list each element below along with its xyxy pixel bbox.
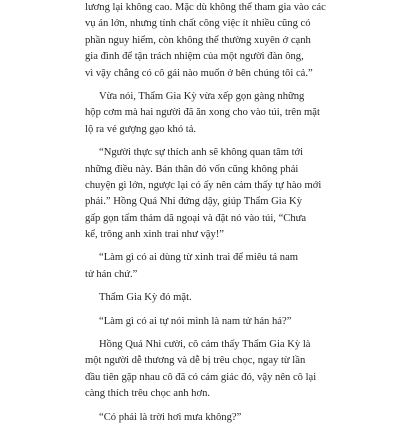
text-column	[85, 0, 326, 426]
text-line: càng thích trêu chọc anh hơn.	[85, 388, 211, 400]
paragraph-gap	[85, 82, 323, 89]
paragraph	[85, 145, 323, 243]
paragraph	[85, 0, 326, 82]
paragraph	[85, 290, 323, 306]
paragraph-gap	[85, 243, 323, 250]
paragraph-gap	[85, 330, 323, 337]
text-line: Vừa nói, Thẩm Gia Kỳ vừa xếp gọn gàng những	[99, 90, 305, 102]
paragraph-gap	[85, 403, 323, 410]
text-line: Hồng Quả Nhi cười, cô cảm thấy Thẩm Gia Kỳ là	[99, 339, 311, 351]
text-line: gia đình để tận trách nhiệm của một người đàn ông,	[85, 51, 304, 63]
text-line: chuyện gì lớn, ngược lại có ấy nên cảm thấy tự hào mới	[85, 179, 322, 191]
text-line: kể, trông anh xinh trai như vậy!”	[85, 229, 225, 241]
text-line: đầu tiên gặp nhau cô đã có cảm giác đó, vậy nên cô lại	[85, 371, 317, 383]
text-line: “Người thực sự thích anh sẽ không quan tâm tới	[99, 147, 304, 159]
text-line: phải.” Hồng Quả Nhi đứng dậy, giúp Thẩm Gia Kỳ	[85, 196, 302, 208]
text-line: gấp gọn tấm thảm dã ngoại và đặt nó vào túi, “Chưa	[85, 212, 307, 224]
text-line: “Có phải là trời hơi mưa không?”	[99, 411, 242, 423]
text-line: những điều này. Bản thân đó vốn cũng không phải	[85, 163, 299, 175]
paragraph	[85, 410, 323, 426]
text-line: lương lại không cao. Mặc dù không thể tham gia vào các	[85, 2, 326, 13]
text-line: hộp cơm mà hai người đã ăn xong cho vào túi, trên mặt	[85, 107, 320, 119]
paragraph	[85, 337, 323, 403]
paragraph	[85, 250, 323, 283]
paragraph-gap	[85, 138, 323, 145]
text-line: phần nguy hiểm, còn không thể thường xuyên ở cạnh	[85, 34, 311, 46]
paragraph	[85, 89, 323, 138]
text-line: “Làm gì có ai tự nói mình là nam tử hán hả?”	[99, 315, 292, 327]
paragraph	[85, 314, 323, 330]
text-line: lộ ra vẻ gượng gạo khó tả.	[85, 123, 197, 135]
text-line: “Làm gì có ai dùng từ xinh trai để miêu tả nam	[99, 252, 299, 264]
text-line: tử hán chứ.”	[85, 268, 138, 280]
paragraph-gap	[85, 307, 323, 314]
text-line: vụ án lớn, nhưng tính chất công việc ít nhiều cũng có	[85, 18, 311, 30]
paragraph-gap	[85, 283, 323, 290]
text-line: Thẩm Gia Kỳ đỏ mặt.	[99, 292, 192, 304]
text-line: một người dễ thương và dễ bị trêu chọc, ngay từ lần	[85, 355, 306, 367]
text-line: vì vậy chẳng có cô gái nào muốn ở bên chúng tôi cả.”	[85, 67, 313, 79]
